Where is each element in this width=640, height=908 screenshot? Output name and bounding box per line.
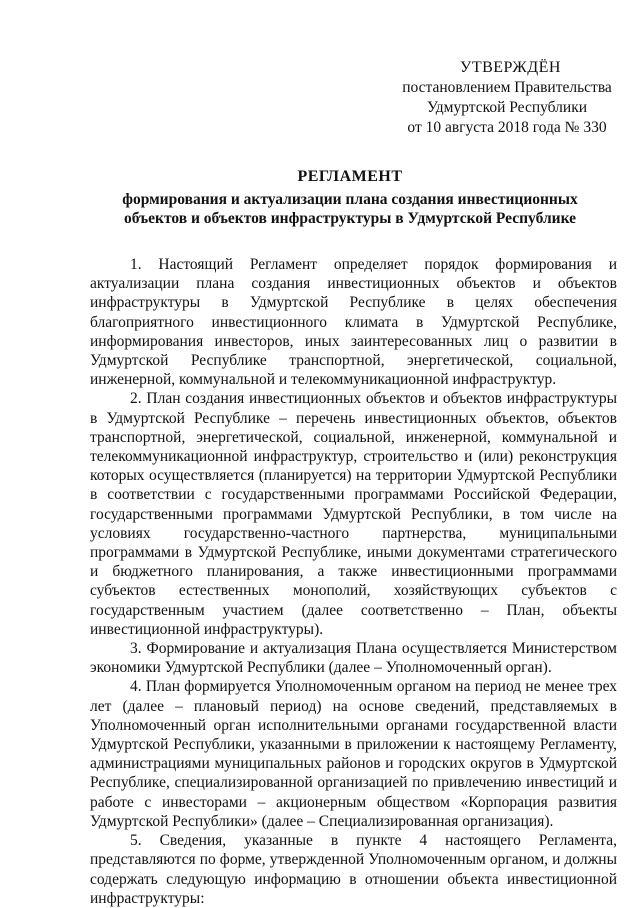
paragraph-3: 3. Формирование и актуализация Плана осуществляется Министерством экономики Удмуртской Республики (далее – Уполномоченный орган).: [90, 640, 617, 677]
approval-line-2: Удмуртской Республики: [426, 99, 588, 116]
title-main: РЕГЛАМЕНТ: [297, 168, 403, 185]
approval-heading: УТВЕРЖДЁН: [460, 59, 561, 76]
approval-stamp: [392, 58, 622, 138]
document-body: [90, 255, 617, 908]
paragraph-5: 5. Сведения, указанные в пункте 4 настоящего Регламента, представляются по форме, утвержденной Уполномоченным органом, и должны содержать следующую информацию в отношении объекта инвестиционной инфраструктуры:: [90, 832, 617, 907]
paragraph-2: 2. План создания инвестиционных объектов и объектов инфраструктуры в Удмуртской Республике – перечень инвестиционных объектов, объектов транспортной, энергетической, социальной, инженерной, коммунальной и телекоммуникационной инфраструктур, строительство и (или) реконструкция которых осуществляется (планируется) на территории Удмуртской Республики в соответствии с государственными программами Российской Федерации, государственными программами Удмуртской Республики, в том числе на условиях государственно-частного партнерства, муниципальными программами в Удмуртской Республике, иными документами стратегического и бюджетного планирования, а также инвестиционными программами субъектов естественных монополий, хозяйствующих субъектов с государственным участием (далее соответственно – План, объекты инвестиционной инфраструктуры).: [90, 390, 617, 638]
title-subtitle-line-2: объектов и объектов инфраструктуры в Удмуртской Республике: [123, 210, 577, 227]
document-title: [80, 167, 620, 228]
paragraph-4: 4. План формируется Уполномоченным органом на период не менее трех лет (далее – плановый период) на основе сведений, представляемых в Уполномоченный орган исполнительными органами государственной власти Удмуртской Республики, указанными в приложении к настоящему Регламенту, администрациями муниципальных районов и городских округов в Удмуртской Республике, специализированной организацией по привлечению инвестиций и работе с инвесторами – акционерным обществом «Корпорация развития Удмуртской Республики» (далее – Специализированная организация).: [90, 678, 617, 830]
approval-line-3: от 10 августа 2018 года № 330: [407, 119, 607, 136]
approval-line-1: постановлением Правительства: [402, 79, 612, 96]
paragraph-1: 1. Настоящий Регламент определяет порядок формирования и актуализации плана создания инвестиционных объектов и объектов инфраструктуры в Удмуртской Республике в целях обеспечения благоприятного инвестиционного климата в Удмуртской Республике, информирования инвесторов, иных заинтересованных лиц о развитии в Удмуртской Республике транспортной, энергетической, социальной, инженерной, коммунальной и телекоммуникационной инфраструктур.: [90, 256, 617, 389]
title-subtitle-line-1: формирования и актуализации плана создания инвестиционных: [122, 191, 578, 208]
